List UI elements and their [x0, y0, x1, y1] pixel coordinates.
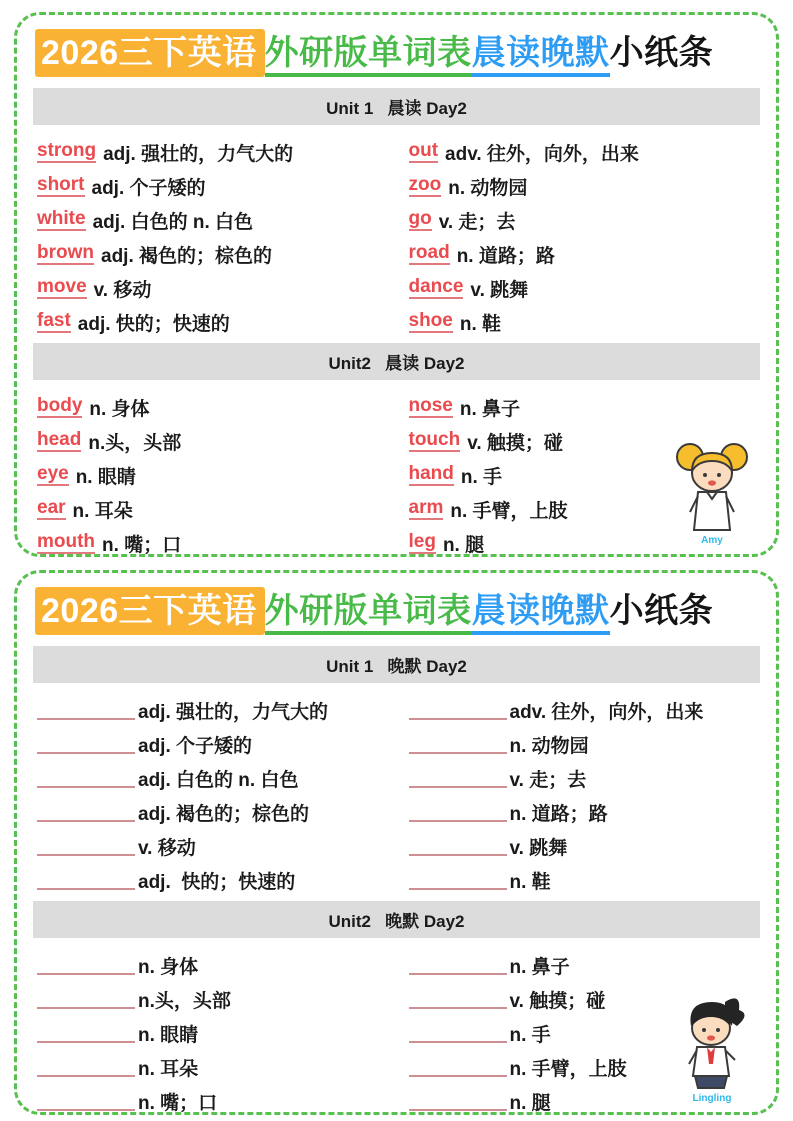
english-word: strong — [37, 140, 97, 162]
title-segment-black: 小纸条 — [609, 34, 714, 72]
english-word: eye — [37, 463, 69, 485]
vocab-row — [409, 305, 757, 339]
answer-blank — [37, 701, 135, 720]
definition: v. 走；去 — [438, 211, 516, 233]
title-segment-green: 外研版单词表 — [265, 592, 472, 635]
title-segment-orange: 2026三下英语 — [35, 587, 265, 635]
vocab-row — [37, 795, 385, 829]
title-segment-green: 外研版单词表 — [265, 34, 472, 77]
vocab-grid — [33, 691, 760, 897]
panel-morning-reading — [14, 12, 779, 557]
definition: adj. 白色的 n. 白色 — [138, 769, 299, 791]
vocab-row — [409, 203, 757, 237]
vocab-row — [37, 982, 385, 1016]
vocab-row — [37, 1084, 385, 1115]
answer-blank — [409, 701, 507, 720]
vocab-column-left — [37, 948, 385, 1115]
definition: n. 手臂，上肢 — [509, 1058, 627, 1080]
mascot-caption: Amy — [701, 535, 723, 546]
definition: n. 耳朵 — [72, 500, 133, 522]
panel-evening-dictation — [14, 570, 779, 1115]
vocab-row — [409, 863, 757, 897]
vocab-row — [37, 203, 385, 237]
definition: adv. 往外，向外，出来 — [445, 143, 639, 165]
vocab-row — [37, 305, 385, 339]
unit-header: Unit 1 晚默 Day2 — [33, 646, 760, 683]
definition: n. 嘴；口 — [138, 1092, 218, 1114]
answer-blank — [37, 990, 135, 1009]
definition: n. 耳朵 — [138, 1058, 199, 1080]
vocab-row — [409, 135, 757, 169]
definition: n. 鞋 — [509, 871, 551, 893]
vocab-grid — [33, 133, 760, 339]
definition: n. 手臂，上肢 — [450, 500, 568, 522]
answer-blank — [409, 837, 507, 856]
answer-blank — [37, 837, 135, 856]
answer-blank — [37, 769, 135, 788]
definition: n. 道路；路 — [509, 803, 608, 825]
definition: n. 动物园 — [448, 177, 528, 199]
vocab-column-right — [409, 693, 757, 897]
vocab-row — [37, 761, 385, 795]
vocab-row — [37, 1050, 385, 1084]
answer-blank — [409, 769, 507, 788]
english-word: go — [408, 208, 432, 230]
definition: adj. 个子矮的 — [138, 735, 253, 757]
english-word: mouth — [37, 531, 96, 553]
vocab-row — [409, 795, 757, 829]
english-word: zoo — [408, 174, 442, 196]
section-unit2-evening — [33, 901, 760, 1115]
definition: n. 嘴；口 — [102, 534, 182, 556]
answer-blank — [37, 956, 135, 975]
answer-blank — [409, 803, 507, 822]
definition: n. 手 — [509, 1024, 551, 1046]
answer-blank — [409, 990, 507, 1009]
definition: adj. 快的；快速的 — [138, 871, 296, 893]
title-segment-blue: 晨读晚默 — [472, 34, 610, 77]
mascot-lingling — [672, 992, 752, 1104]
vocab-row — [37, 390, 385, 424]
vocab-row — [409, 271, 757, 305]
answer-blank — [409, 1058, 507, 1077]
english-word: out — [408, 140, 439, 162]
english-word: arm — [408, 497, 444, 519]
vocab-column-left — [37, 693, 385, 897]
vocab-row — [37, 863, 385, 897]
vocab-grid — [33, 946, 760, 1115]
mascot-caption: Lingling — [692, 1093, 732, 1104]
title-segment-orange: 2026三下英语 — [35, 29, 265, 77]
english-word: short — [37, 174, 85, 196]
answer-blank — [409, 1024, 507, 1043]
vocab-row — [37, 948, 385, 982]
definition: adj. 快的；快速的 — [77, 313, 230, 335]
vocab-row — [37, 727, 385, 761]
vocab-row — [409, 169, 757, 203]
definition: v. 移动 — [138, 837, 196, 859]
definition: n. 手 — [460, 466, 503, 488]
vocab-row — [37, 693, 385, 727]
english-word: ear — [37, 497, 66, 519]
vocab-row — [409, 237, 757, 271]
vocab-row — [37, 169, 385, 203]
definition: v. 触摸；碰 — [509, 990, 606, 1012]
vocab-column-right — [409, 135, 757, 339]
worksheet-title — [35, 587, 758, 636]
definition: n. 道路；路 — [456, 245, 555, 267]
vocab-column-left — [37, 135, 385, 339]
answer-blank — [37, 735, 135, 754]
vocab-row — [37, 424, 385, 458]
english-word: hand — [408, 463, 454, 485]
vocab-row — [409, 948, 757, 982]
unit-header: Unit2 晨读 Day2 — [33, 343, 760, 380]
mascot-amy — [672, 440, 752, 546]
title-segment-black: 小纸条 — [609, 592, 714, 630]
vocab-row — [409, 761, 757, 795]
english-word: road — [408, 242, 450, 264]
english-word: touch — [408, 429, 461, 451]
definition: n.头，头部 — [138, 990, 231, 1012]
english-word: move — [37, 276, 87, 298]
answer-blank — [37, 1024, 135, 1043]
definition: n. 腿 — [442, 534, 485, 556]
definition: n. 动物园 — [509, 735, 589, 757]
vocab-row — [409, 693, 757, 727]
mascot-lingling-image — [673, 1077, 751, 1094]
english-word: dance — [408, 276, 464, 298]
definition: adj. 白色的 n. 白色 — [92, 211, 254, 233]
section-unit1-evening — [33, 646, 760, 897]
definition: v. 触摸；碰 — [467, 432, 563, 454]
english-word: nose — [408, 395, 453, 417]
vocab-row — [37, 1016, 385, 1050]
definition: adj. 个子矮的 — [91, 177, 206, 199]
definition: adj. 强壮的，力气大的 — [138, 701, 329, 723]
vocab-row — [37, 829, 385, 863]
definition: adj. 褐色的；棕色的 — [101, 245, 273, 267]
english-word: shoe — [408, 310, 453, 332]
vocab-row — [409, 390, 757, 424]
english-word: fast — [37, 310, 71, 332]
unit-header: Unit2 晚默 Day2 — [33, 901, 760, 938]
vocab-row — [37, 526, 385, 557]
answer-blank — [409, 735, 507, 754]
vocab-row — [409, 829, 757, 863]
worksheet-title — [35, 29, 758, 78]
definition: n. 鼻子 — [459, 398, 521, 420]
english-word: white — [37, 208, 86, 230]
section-unit1-morning — [33, 88, 760, 339]
title-segment-blue: 晨读晚默 — [472, 592, 610, 635]
vocab-grid — [33, 388, 760, 557]
answer-blank — [37, 871, 135, 890]
definition: v. 移动 — [93, 279, 152, 301]
answer-blank — [409, 1092, 507, 1111]
definition: n. 腿 — [509, 1092, 551, 1114]
definition: v. 跳舞 — [470, 279, 529, 301]
vocab-column-left — [37, 390, 385, 557]
definition: n. 眼睛 — [75, 466, 136, 488]
vocab-row — [37, 135, 385, 169]
english-word: leg — [408, 531, 436, 553]
definition: n. 鼻子 — [509, 956, 570, 978]
english-word: brown — [37, 242, 94, 264]
definition: n. 眼睛 — [138, 1024, 199, 1046]
definition: n.头，头部 — [88, 432, 182, 454]
vocab-row — [37, 458, 385, 492]
english-word: head — [37, 429, 82, 451]
answer-blank — [37, 803, 135, 822]
answer-blank — [37, 1092, 135, 1111]
definition: n. 身体 — [138, 956, 199, 978]
definition: n. 鞋 — [459, 313, 502, 335]
answer-blank — [37, 1058, 135, 1077]
vocab-row — [37, 237, 385, 271]
answer-blank — [409, 956, 507, 975]
definition: adj. 强壮的，力气大的 — [103, 143, 294, 165]
definition: v. 走；去 — [509, 769, 587, 791]
mascot-amy-image — [675, 519, 749, 536]
unit-header: Unit 1 晨读 Day2 — [33, 88, 760, 125]
vocab-row — [409, 727, 757, 761]
vocab-row — [37, 492, 385, 526]
definition: v. 跳舞 — [509, 837, 568, 859]
definition: adj. 褐色的；棕色的 — [138, 803, 310, 825]
vocab-row — [37, 271, 385, 305]
english-word: body — [37, 395, 83, 417]
definition: adv. 往外，向外，出来 — [509, 701, 704, 723]
answer-blank — [409, 871, 507, 890]
definition: n. 身体 — [89, 398, 150, 420]
section-unit2-morning — [33, 343, 760, 557]
